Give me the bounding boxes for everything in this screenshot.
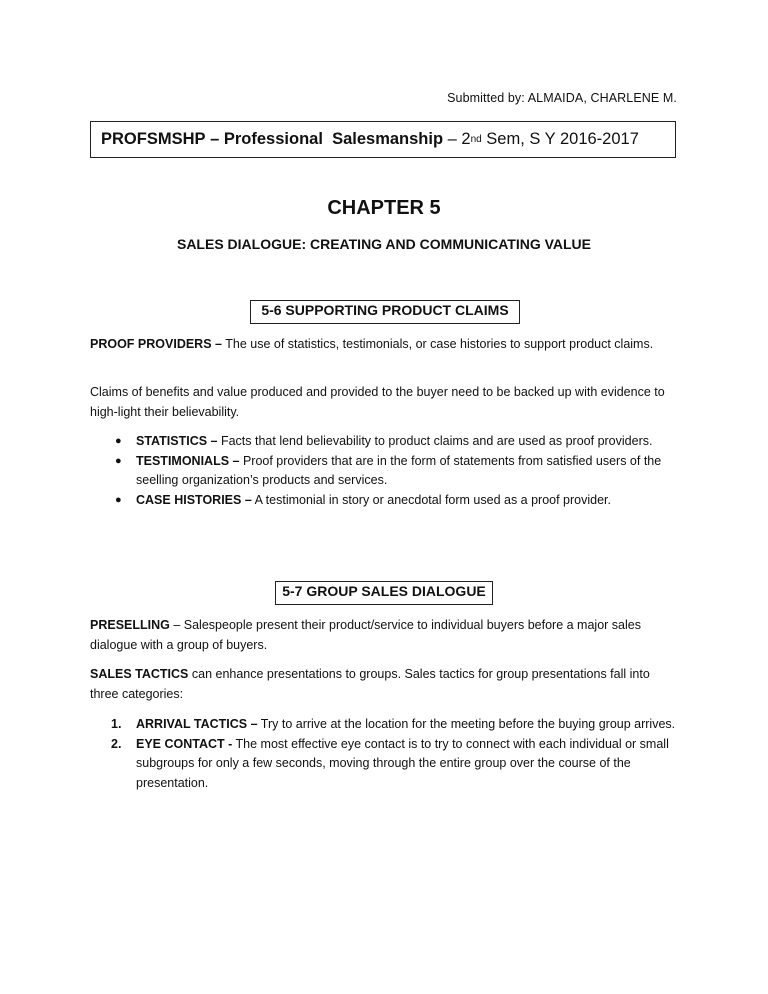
paragraph-text: – Salespeople present their product/service to individual buyers before a major sales dialogue with a group of buyers.: [90, 618, 641, 652]
paragraph-proof-providers: [90, 335, 680, 355]
list-item: [90, 491, 685, 511]
item-text: A testimonial in story or anecdotal form used as a proof provider.: [251, 492, 611, 507]
course-sep: – 2: [443, 130, 471, 148]
paragraph-claims: Claims of benefits and value produced and provided to the buyer need to be backed up with evidence to high-light their believability.: [90, 385, 665, 419]
item-text: Try to arrive at the location for the meeting before the buying group arrives.: [257, 717, 676, 731]
section-title: 5-6 SUPPORTING PRODUCT CLAIMS: [250, 300, 520, 324]
course-name: Professional Salesmanship: [223, 130, 444, 148]
course-sup: nd: [470, 134, 482, 145]
term: STATISTICS –: [136, 434, 218, 448]
term: PRESELLING: [90, 618, 170, 632]
term: CASE HISTORIES –: [136, 492, 252, 507]
paragraph-text: can enhance presentations to groups. Sales tactics for group presentations fall into three categories:: [90, 667, 650, 701]
chapter-subtitle: SALES DIALOGUE: CREATING AND COMMUNICATING VALUE: [176, 236, 592, 252]
list-item: [90, 452, 685, 491]
list-item: [90, 735, 685, 794]
course-dash: –: [205, 130, 224, 148]
term: ARRIVAL TACTICS –: [136, 717, 258, 731]
term: SALES TACTICS: [90, 667, 189, 681]
section-title: 5-7 GROUP SALES DIALOGUE: [275, 581, 493, 605]
submitted-by: Submitted by: ALMAIDA, CHARLENE M.: [447, 91, 677, 105]
paragraph-sales-tactics: [90, 665, 680, 704]
paragraph-preselling: [90, 616, 680, 655]
bullet-icon: ●: [115, 435, 122, 447]
numbered-list: [90, 715, 685, 793]
course-code: PROFSMSHP: [101, 130, 206, 148]
item-number: 2.: [111, 736, 122, 751]
list-item: [90, 715, 685, 735]
term: PROOF PROVIDERS –: [90, 337, 222, 351]
course-title-box: [90, 121, 676, 158]
item-text: Facts that lend believability to product claims and are used as proof providers.: [217, 434, 653, 448]
list-item: [90, 432, 685, 452]
chapter-title: CHAPTER 5: [327, 197, 441, 219]
term: TESTIMONIALS –: [136, 453, 240, 468]
item-text: The most effective eye contact is to try to connect with each individual or small subgroups for only a few seconds, moving through the entire group over the course of the presentation.: [136, 736, 669, 790]
course-semester: Sem, S Y 2016-2017: [481, 130, 639, 148]
bullet-icon: ●: [115, 454, 122, 467]
item-number: 1.: [111, 717, 122, 731]
item-text: Proof providers that are in the form of statements from satisfied users of the seelling organization’s products and services.: [136, 453, 662, 487]
term: EYE CONTACT -: [136, 736, 233, 751]
paragraph-text: The use of statistics, testimonials, or case histories to support product claims.: [221, 337, 654, 351]
bullet-icon: ●: [115, 493, 122, 506]
bullet-list: [90, 432, 685, 510]
